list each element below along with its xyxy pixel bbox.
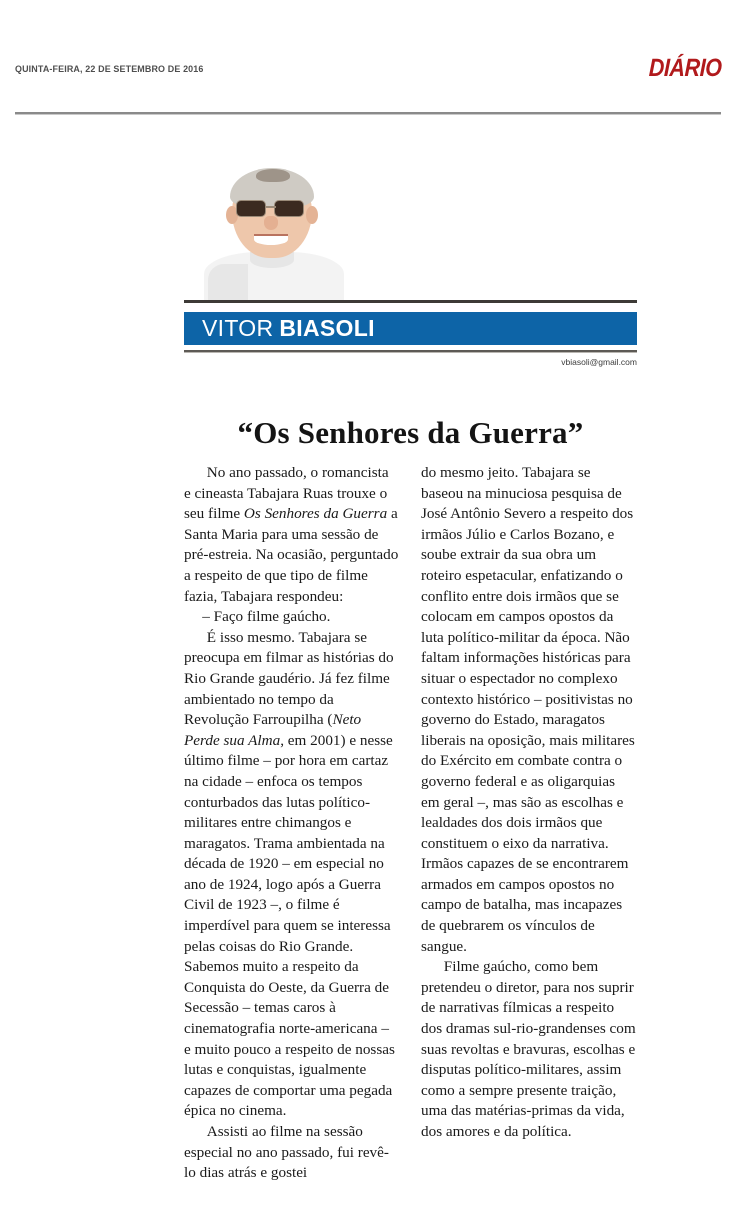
masthead bbox=[0, 0, 736, 114]
publication-date: QUINTA-FEIRA, 22 DE SETEMBRO DE 2016 bbox=[15, 64, 204, 75]
article-paragraph: No ano passado, o romancista e cineasta Tabajara Ruas trouxe o seu filme Os Senhores da Guerra a Santa Maria para uma sessão de pré-estreia. Na ocasião, perguntado a respeito de que tipo de filme fazia, Tabajara respondeu: bbox=[184, 464, 399, 605]
portrait-hair-highlight bbox=[256, 169, 290, 182]
author-last-name: BIASOLI bbox=[279, 315, 375, 341]
article-column-2 bbox=[421, 463, 636, 1184]
author-byline-banner bbox=[184, 312, 637, 345]
portrait-nose bbox=[264, 216, 278, 230]
sunglasses-lens-right bbox=[274, 200, 304, 217]
column-block bbox=[184, 160, 637, 1182]
newspaper-logo: DIÁRIO bbox=[647, 54, 722, 82]
author-photo bbox=[184, 160, 637, 300]
article-paragraph: Filme gaúcho, como bem pretendeu o diretor, para nos suprir de narrativas fílmicas a respeito dos dramas sul-rio-grandenses com suas revoltas e bravuras, escolhas e disputas político-militares, assim como a sempre presente traição, uma das matérias-primas da vida, dos amores e da política. bbox=[421, 958, 636, 1140]
author-email[interactable]: vbiasoli@gmail.com bbox=[561, 357, 637, 367]
banner-rule-bottom bbox=[184, 350, 637, 353]
author-portrait-illustration bbox=[198, 160, 348, 300]
sunglasses-bridge bbox=[266, 206, 276, 208]
masthead-divider bbox=[15, 112, 721, 115]
article-column-1 bbox=[184, 463, 399, 1184]
banner-rule-top bbox=[184, 300, 637, 303]
sunglasses-lens-left bbox=[236, 200, 266, 217]
article-paragraph: – Faço filme gaúcho. bbox=[202, 608, 331, 626]
sunglasses-icon bbox=[230, 200, 314, 217]
article-body bbox=[184, 463, 637, 1184]
article-paragraph: do mesmo jeito. Tabajara se baseou na minuciosa pesquisa de José Antônio Severo a respeito dos irmãos Júlio e Carlos Bozano, e soube extrair da sua obra um roteiro espetacular, enfatizando o conflito entre dois irmãos que se colocam em campos opostos da luta político-militar da época. Não faltam informações históricas para situar o espectador no complexo contexto histórico – positivistas no governo do Estado, maragatos liberais na oposição, mais militares do Exército em combate contra o governo federal e as oligarquias em geral –, mas são as escolhas e lealdades dos dois irmãos que constituem o eixo da narrativa. Irmãos capazes de se encontrarem armados em campos opostos no campo de batalha, mas incapazes de quebrarem os vínculos de sangue. bbox=[421, 464, 635, 955]
article-paragraph: Assisti ao filme na sessão especial no ano passado, fui revê-lo dias atrás e gostei bbox=[184, 1123, 389, 1182]
author-first-name: VITOR bbox=[202, 315, 274, 341]
portrait-mouth bbox=[254, 234, 288, 245]
film-title: Neto Perde sua Alma bbox=[184, 711, 362, 749]
author-name bbox=[202, 317, 375, 340]
article-headline: “Os Senhores da Guerra” bbox=[237, 414, 584, 450]
film-title: Os Senhores da Guerra bbox=[243, 505, 388, 523]
article-paragraph: É isso mesmo. Tabajara se preocupa em filmar as histórias do Rio Grande gaudério. Já fez filme ambientado no tempo da Revolução Farroupilha (Neto Perde sua Alma, em 2001) e nesse último filme – por hora em cartaz na cidade – enfoca os tempos conturbados das lutas político-militares entre chimangos e maragatos. Trama ambientada na década de 1920 – em especial no ano de 1924, logo após a Guerra Civil de 1923 –, o filme é imperdível para quem se interessa pelas coisas do Rio Grande. Sabemos muito a respeito da Conquista do Oeste, da Guerra de Secessão – temas caros à cinematografia norte-americana – e muito pouco a respeito de nossas lutas e conquistas, igualmente capazes de comportar uma pegada épica no cinema. bbox=[184, 628, 395, 1120]
portrait-shirt-shadow bbox=[208, 264, 248, 300]
